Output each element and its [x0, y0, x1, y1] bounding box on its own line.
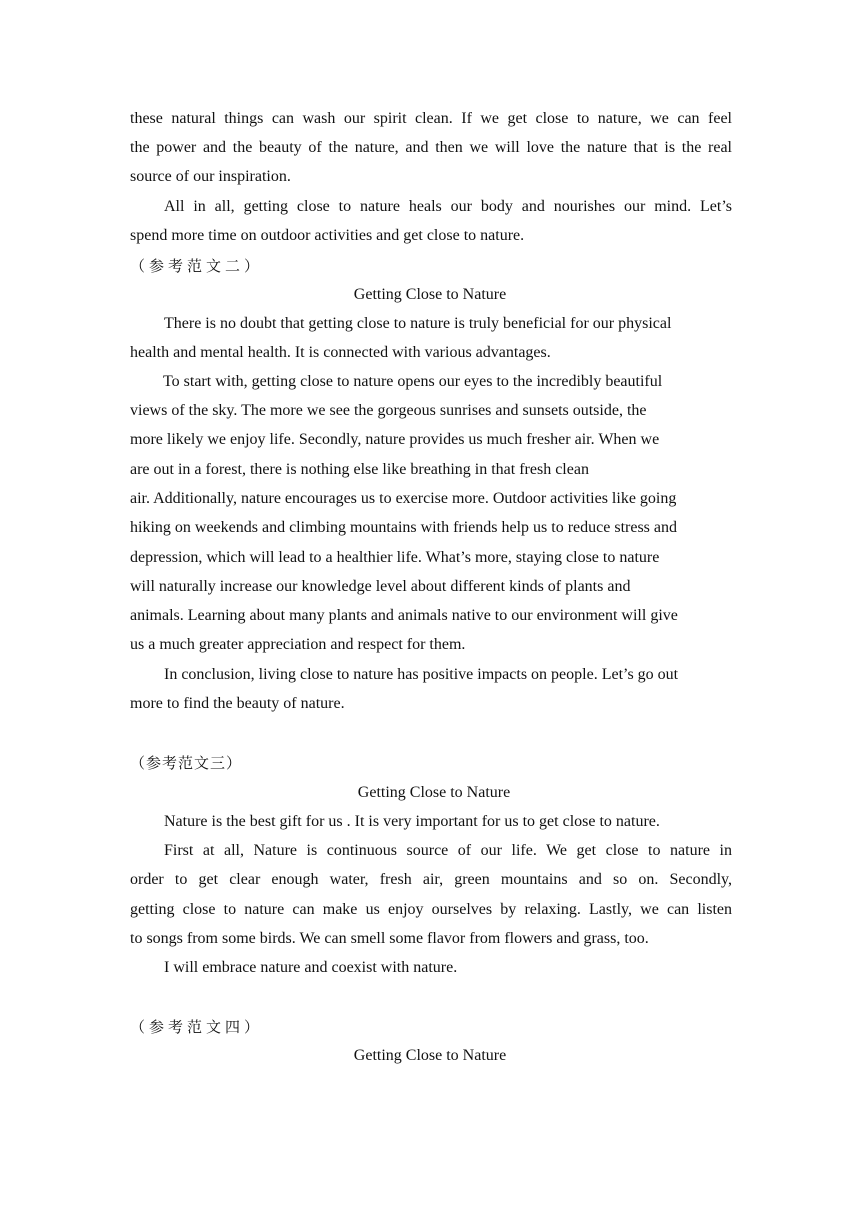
essay-title: Getting Close to Nature: [357, 784, 511, 801]
text-line: air. Additionally, nature encourages us to exercise more. Outdoor activities like going: [130, 490, 677, 507]
text-line: To start with, getting close to nature opens our eyes to the incredibly beautiful: [163, 373, 663, 390]
text-line: There is no doubt that getting close to nature is truly beneficial for our physical: [164, 315, 672, 332]
text-line: In conclusion, living close to nature has positive impacts on people. Let’s go out: [164, 666, 679, 683]
text-line: Nature is the best gift for us . It is very important for us to get close to nature.: [164, 813, 660, 830]
text-line: source of our inspiration.: [130, 168, 291, 185]
text-line: depression, which will lead to a healthier life. What’s more, staying close to nature: [130, 549, 660, 566]
text-line: views of the sky. The more we see the gorgeous sunrises and sunsets outside, the: [130, 402, 647, 419]
text-line: us a much greater appreciation and respect for them.: [130, 636, 466, 653]
text-line: more to find the beauty of nature.: [130, 695, 345, 712]
section-label: （参考范文三）: [130, 754, 243, 772]
text-line: these natural things can wash our spirit clean. If we get close to nature, we can feel: [130, 110, 732, 127]
text-line: will naturally increase our knowledge level about different kinds of plants and: [130, 578, 631, 595]
text-line: animals. Learning about many plants and animals native to our environment will give: [130, 607, 678, 624]
text-line: to songs from some birds. We can smell some flavor from flowers and grass, too.: [130, 930, 649, 947]
text-line: hiking on weekends and climbing mountains with friends help us to reduce stress and: [130, 519, 678, 536]
text-line: spend more time on outdoor activities and get close to nature.: [130, 227, 525, 244]
section-label: （参考范文二）: [130, 257, 264, 275]
text-line: First at all, Nature is continuous source of our life. We get close to nature in: [164, 842, 732, 859]
text-line: All in all, getting close to nature heals our body and nourishes our mind. Let’s: [164, 198, 732, 215]
text-line: getting close to nature can make us enjoy ourselves by relaxing. Lastly, we can listen: [130, 901, 732, 918]
text-line: the power and the beauty of the nature, and then we will love the nature that is the real: [130, 139, 732, 156]
text-line: order to get clear enough water, fresh air, green mountains and so on. Secondly,: [130, 871, 732, 888]
text-line: are out in a forest, there is nothing else like breathing in that fresh clean: [130, 461, 589, 478]
text-line: more likely we enjoy life. Secondly, nature provides us much fresher air. When we: [130, 431, 660, 448]
text-line: I will embrace nature and coexist with nature.: [164, 959, 458, 976]
essay-title: Getting Close to Nature: [353, 286, 507, 303]
text-line: health and mental health. It is connected with various advantages.: [130, 344, 551, 361]
essay-title: Getting Close to Nature: [353, 1047, 507, 1064]
section-label: （参考范文四）: [130, 1018, 264, 1036]
